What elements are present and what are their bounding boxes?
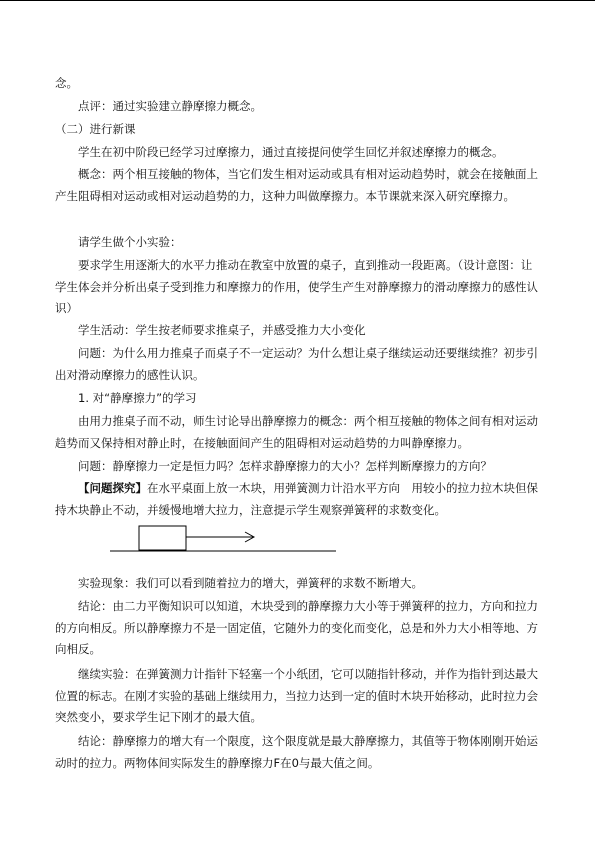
inquiry-label: 【问题探究】 (78, 481, 147, 495)
paragraph-continue-experiment: 继续实验：在弹簧测力计指针下轻塞一个小纸团，它可以随指针移动，并作为指针到达最大位置的标志。在刚才实验的基础上继续用力，当拉力达到一定的值时木块开始移动，此时拉力会突然变小，要求学生记下刚才的最大值。 (55, 667, 538, 724)
subsection-heading: 1. 对“静摩擦力”的学习 (78, 391, 197, 405)
paragraph-continuation: 念。 (55, 76, 78, 90)
wooden-block (139, 526, 186, 550)
paragraph-comment: 点评：通过实验建立静摩擦力概念。 (78, 99, 262, 113)
paragraph-experiment-requirement: 要求学生用逐渐大的水平力推动在教室中放置的桌子，直到推动一段距离。（设计意图：让学生体会并分析出桌子受到推力和摩擦力的作用，使学生产生对静摩擦力的滑动摩擦力的感性认识） (55, 258, 538, 315)
paragraph-static-friction-definition: 由用力推桌子而不动，师生讨论导出静摩擦力的概念：两个相互接触的物体之间有相对运动趋势而又保持相对静止时，在接触面间产生的阻碍相对运动趋势的力叫静摩擦力。 (55, 414, 538, 450)
paragraph-experiment-prompt: 请学生做个小实验： (78, 235, 182, 249)
paragraph-question: 问题：为什么用力推桌子而桌子不一定运动？为什么想让桌子继续运动还要继续推？初步引出对滑动摩擦力的感性认识。 (55, 346, 538, 382)
paragraph-problem-inquiry (55, 478, 543, 521)
paragraph-questions: 问题：静摩擦力一定是恒力吗？怎样求静摩擦力的大小？怎样判断摩擦力的方向？ (78, 459, 492, 473)
block-force-diagram (100, 518, 345, 558)
section-heading: （二）进行新课 (55, 122, 136, 136)
paragraph-conclusion-1: 结论：由二力平衡知识可以知道，木块受到的静摩擦力大小等于弹簧秤的拉力，方向和拉力的方向相反。所以静摩擦力不是一固定值，它随外力的变化而变化，总是和外力大小相等地、方向相反。 (55, 599, 538, 656)
paragraph-concept: 概念：两个相互接触的物体，当它们发生相对运动或具有相对运动趋势时，就会在接触面上产生阻碍相对运动或相对运动趋势的力，这种力叫做摩擦力。本节课就来深入研究摩擦力。 (55, 167, 538, 203)
paragraph-observation: 实验现象：我们可以看到随着拉力的增大，弹簧秤的求数不断增大。 (78, 576, 423, 590)
inquiry-text: 在水平桌面上放一木块，用弹簧测力计沿水平方向 用较小的拉力拉木块但保持木块静止不动，并缓慢地增大拉力，注意提示学生观察弹簧秤的求数变化。 (55, 481, 538, 517)
paragraph-conclusion-2: 结论：静摩擦力的增大有一个限度，这个限度就是最大静摩擦力，其值等于物体刚刚开始运动时的拉力。两物体间实际发生的静摩擦力F在0与最大值之间。 (55, 734, 538, 770)
header-rule (0, 0, 595, 1)
paragraph-student-activity: 学生活动：学生按老师要求推桌子，并感受推力大小变化 (78, 323, 366, 337)
paragraph-intro: 学生在初中阶段已经学习过摩擦力，通过直接提问使学生回忆并叙述摩擦力的概念。 (78, 145, 504, 159)
